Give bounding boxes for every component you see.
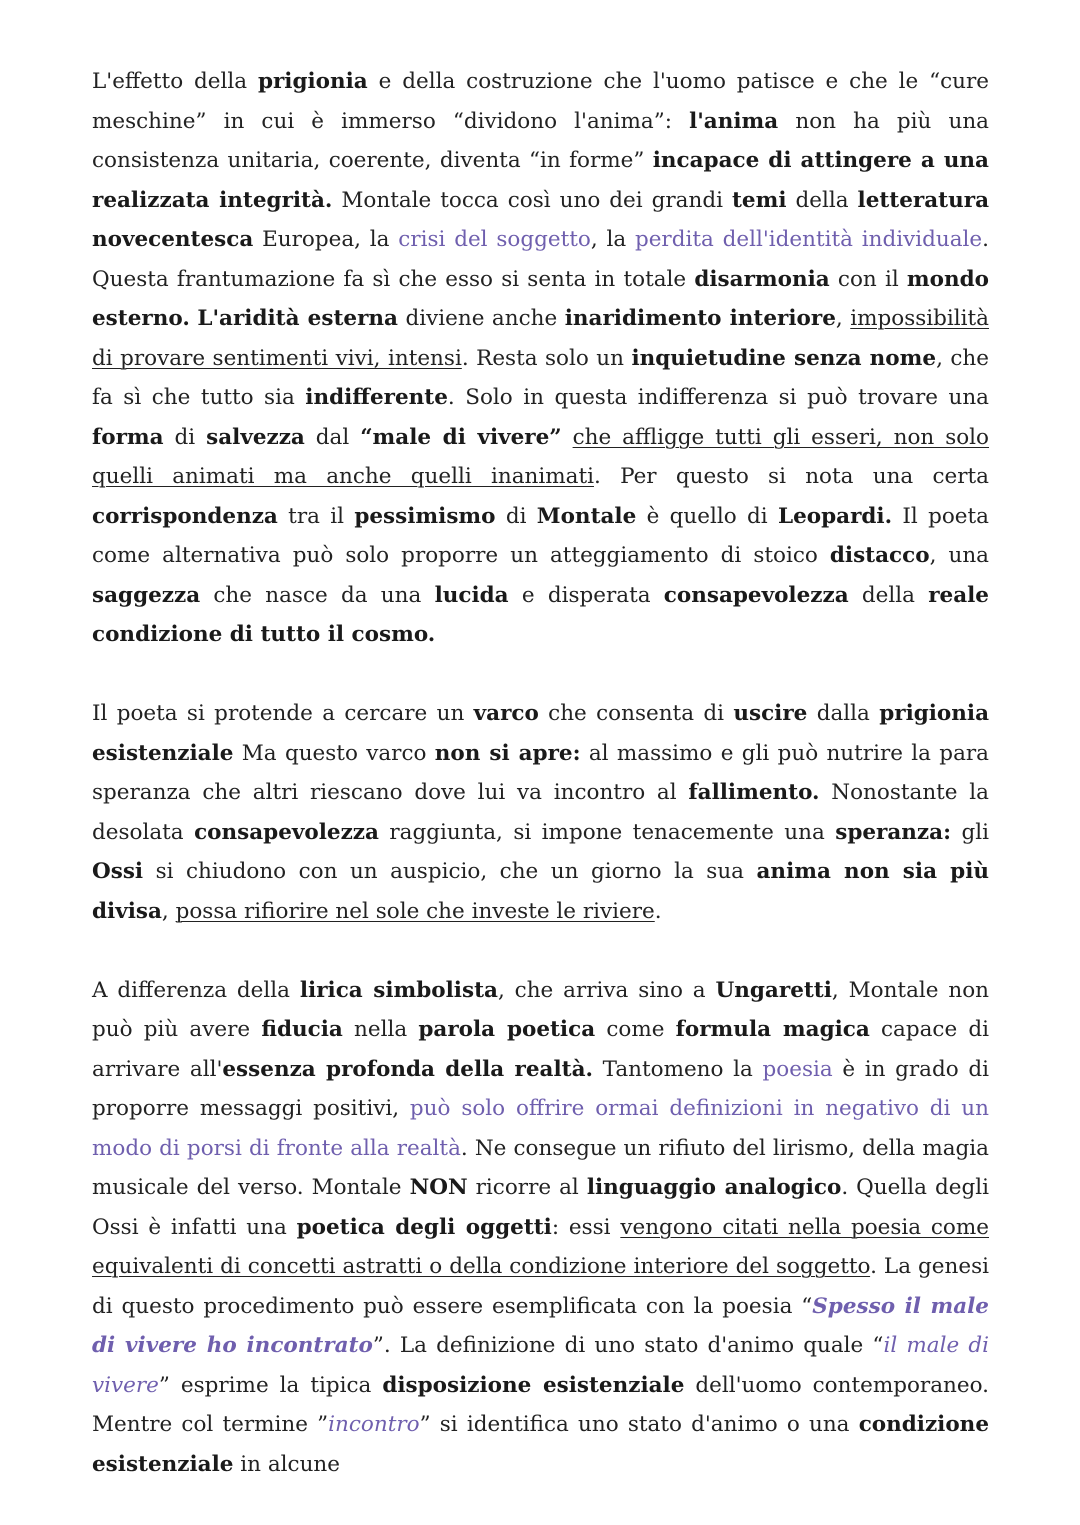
text-run: ” esprime la tipica bbox=[158, 1372, 383, 1398]
bold-text: lirica simbolista bbox=[299, 977, 498, 1003]
text-run: Ma questo varco bbox=[233, 740, 435, 766]
text-run: in alcune bbox=[233, 1451, 340, 1477]
text-run: . bbox=[654, 898, 662, 924]
text-run: nella bbox=[342, 1017, 419, 1042]
italic-quote: il male di vivere bbox=[92, 1333, 990, 1398]
bold-text: parola poetica bbox=[418, 1017, 596, 1042]
bold-text: prigionia bbox=[257, 69, 368, 94]
bold-text: indifferente bbox=[305, 385, 448, 410]
bold-text: disarmonia bbox=[694, 266, 830, 292]
text-run: della bbox=[848, 582, 929, 608]
text-run: Il poeta si protende a cercare un bbox=[92, 701, 474, 726]
bold-text: disposizione esistenziale bbox=[382, 1372, 685, 1398]
bold-text: mondo esterno. bbox=[92, 266, 989, 331]
underlined-text: che affligge tutti gli esseri, non solo quelli animati ma anche quelli inanimati bbox=[92, 424, 989, 489]
text-run: e disperata bbox=[508, 582, 664, 608]
text-run: è quello di bbox=[636, 503, 778, 529]
bold-text: distacco bbox=[829, 543, 930, 568]
bold-text: lucida bbox=[434, 582, 509, 608]
bold-text: corrispondenza bbox=[92, 503, 278, 529]
bold-text: incapace di attingere a una realizzata integrità. bbox=[92, 148, 989, 213]
paragraph-varco bbox=[92, 694, 989, 931]
text-run: A differenza della bbox=[92, 977, 300, 1003]
highlighted-text: perdita dell'identità individuale bbox=[634, 227, 983, 252]
bold-text: NON bbox=[409, 1175, 468, 1200]
bold-text: essenza profonda della realtà. bbox=[222, 1056, 593, 1082]
italic-quote: incontro bbox=[328, 1412, 420, 1437]
text-run: ricorre al bbox=[467, 1175, 587, 1200]
text-run: , la bbox=[590, 227, 635, 252]
text-run: dell'uomo contemporaneo. Mentre col termine ” bbox=[92, 1372, 990, 1437]
bold-text: forma bbox=[92, 424, 164, 450]
text-run: . Quella degli Ossi è infatti una bbox=[92, 1175, 989, 1240]
text-run: Tantomeno la bbox=[592, 1056, 763, 1082]
bold-text: linguaggio analogico bbox=[586, 1175, 842, 1200]
bold-text: reale condizione di tutto il cosmo. bbox=[92, 582, 989, 647]
text-run: . Ne consegue un rifiuto del lirismo, della magia musicale del verso. Montale bbox=[92, 1135, 989, 1200]
text-run: , bbox=[161, 898, 176, 924]
bold-text: formula magica bbox=[675, 1017, 870, 1042]
text-run: capace di arrivare all' bbox=[92, 1017, 990, 1082]
text-run: dalla bbox=[807, 701, 880, 726]
text-run: , Montale non può più avere bbox=[92, 977, 989, 1042]
text-run: tra il bbox=[277, 503, 355, 529]
text-run: non ha più una consistenza unitaria, coerente, diventa “in forme” bbox=[92, 108, 990, 173]
text-run: di bbox=[495, 503, 537, 529]
text-run: Il poeta come alternativa può solo proporre un atteggiamento di stoico bbox=[92, 503, 989, 568]
text-run: : essi bbox=[551, 1214, 621, 1240]
text-run: si chiudono con un auspicio, che un giorno la sua bbox=[143, 859, 757, 884]
bold-text: L'aridità esterna bbox=[197, 306, 398, 331]
highlighted-text: crisi del soggetto bbox=[398, 227, 591, 252]
text-run: ” si identifica uno stato d'animo o una bbox=[419, 1412, 859, 1437]
text-run bbox=[562, 425, 573, 450]
text-run: di bbox=[163, 424, 207, 450]
bold-text: saggezza bbox=[92, 582, 201, 608]
bold-text: consapevolezza bbox=[663, 582, 849, 608]
bold-text: consapevolezza bbox=[194, 819, 379, 845]
bold-text: fallimento. bbox=[688, 780, 820, 805]
italic-quote: Spesso il male di vivere ho incontrato bbox=[92, 1293, 989, 1358]
text-run: , una bbox=[929, 543, 989, 568]
highlighted-text: può solo offrire ormai definizioni in negativo di un modo di porsi di fronte alla realtà bbox=[92, 1096, 989, 1161]
text-run: al massimo e gli può nutrire la para speranza che altri riescano dove lui va incontro al bbox=[92, 740, 989, 805]
text-run: . Per questo si nota una certa bbox=[593, 464, 989, 489]
paragraph-prigionia bbox=[92, 62, 989, 655]
underlined-text: vengono citati nella poesia come equivalenti di concetti astratti o della condizione interiore del soggetto bbox=[92, 1214, 989, 1279]
bold-text: speranza: bbox=[835, 819, 952, 845]
text-run: , che fa sì che tutto sia bbox=[92, 345, 990, 410]
text-run: L'effetto della bbox=[92, 69, 258, 94]
text-run: dal bbox=[304, 424, 361, 450]
text-run: Montale tocca così uno dei grandi bbox=[332, 187, 732, 213]
bold-text: salvezza bbox=[206, 424, 305, 450]
text-run: . Questa frantumazione fa sì che esso si senta in totale bbox=[92, 227, 989, 292]
bold-text: letteratura novecentesca bbox=[92, 187, 989, 252]
text-run: della bbox=[786, 187, 858, 213]
text-run: ”. La definizione di uno stato d'animo quale “ bbox=[372, 1333, 884, 1358]
bold-text: “male di vivere” bbox=[360, 424, 562, 450]
bold-text: anima non sia più divisa bbox=[92, 859, 989, 924]
bold-text: inquietudine senza nome bbox=[631, 345, 937, 371]
text-run: . Resta solo un bbox=[461, 345, 632, 371]
text-run: . Solo in questa indifferenza si può trovare una bbox=[447, 385, 989, 410]
bold-text: condizione esistenziale bbox=[92, 1412, 989, 1477]
text-run: Nonostante la desolata bbox=[92, 780, 989, 845]
text-run: raggiunta, si impone tenacemente una bbox=[378, 819, 836, 845]
bold-text: Ossi bbox=[92, 859, 144, 884]
paragraph-lirica-simbolista bbox=[92, 971, 989, 1485]
bold-text: fiducia bbox=[261, 1017, 343, 1042]
text-run: , che arriva sino a bbox=[497, 977, 716, 1003]
underlined-text: possa rifiorire nel sole che investe le riviere bbox=[175, 898, 655, 924]
underlined-text: impossibilità di provare sentimenti vivi, intensi bbox=[92, 306, 989, 371]
bold-text: l'anima bbox=[689, 108, 779, 134]
text-run: come bbox=[595, 1017, 676, 1042]
text-run: , bbox=[835, 306, 851, 331]
bold-text: prigionia esistenziale bbox=[92, 701, 990, 766]
text-run: è in grado di proporre messaggi positivi, bbox=[92, 1056, 990, 1121]
text-run: con il bbox=[829, 266, 907, 292]
text-run: gli bbox=[951, 819, 989, 845]
bold-text: Leopardi. bbox=[777, 503, 893, 529]
bold-text: non si apre: bbox=[434, 740, 581, 766]
bold-text: Montale bbox=[536, 503, 637, 529]
bold-text: pessimismo bbox=[354, 503, 496, 529]
text-run: che consenta di bbox=[538, 701, 734, 726]
text-run: Europea, la bbox=[253, 227, 399, 252]
bold-text: uscire bbox=[733, 701, 808, 726]
text-run: diviene anche bbox=[397, 306, 565, 331]
bold-text: Ungaretti bbox=[715, 977, 832, 1003]
text-run: e della costruzione che l'uomo patisce e che le “cure meschine” in cui è immerso “dividono l'anima”: bbox=[92, 69, 989, 134]
bold-text: poetica degli oggetti bbox=[296, 1214, 552, 1240]
document-page bbox=[92, 62, 989, 1524]
bold-text: varco bbox=[473, 701, 539, 726]
text-run: che nasce da una bbox=[200, 582, 435, 608]
text-run: . La genesi di questo procedimento può essere esemplificata con la poesia “ bbox=[92, 1254, 989, 1319]
bold-text: inaridimento interiore bbox=[564, 306, 836, 331]
highlighted-text: poesia bbox=[762, 1056, 833, 1082]
bold-text: temi bbox=[731, 187, 787, 213]
